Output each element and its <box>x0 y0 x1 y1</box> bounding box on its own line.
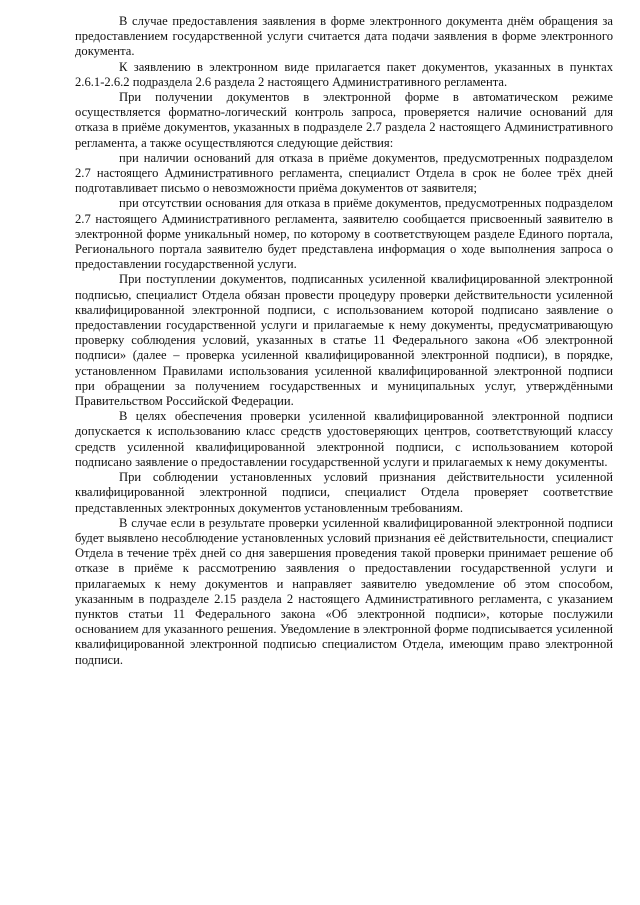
paragraph-refusal-grounds-present: при наличии оснований для отказа в приёме документов, предусмотренных подразделом 2.7 настоящего Административного регламента, специалист Отдела в срок не более трёх дней подготавливает письмо о невозможности приёма документов от заявителя; <box>75 150 613 196</box>
paragraph-conditions-met: При соблюдении установленных условий признания действительности усиленной квалифицированной электронной подписи, специалист Отдела проверяет соответствие представленных электронных документов установленным требованиям. <box>75 470 613 515</box>
paragraph-signature-verification: При поступлении документов, подписанных усиленной квалифицированной электронной подписью, специалист Отдела обязан провести процедуру проверки действительности усиленной квалифицированной электронной подписи, с использованием которой подписано заявление о предоставлении государственной услуги и прилагаемые к нему документы, предусматривающую проверку соблюдения условий, указанных в статье 11 Федерального закона «Об электронной подписи» (далее – проверка усиленной квалифицированной электронной подписи), в порядке, установленном Правилами использования усиленной квалифицированной электронной подписи при обращении за получением государственных и муниципальных услуг, утверждёнными Правительством Российской Федерации. <box>75 272 613 409</box>
paragraph-format-logical-control: При получении документов в электронной форме в автоматическом режиме осуществляется форматно-логический контроль запроса, проверяется наличие оснований для отказа в приёме документов, указанных в подразделе 2.7 раздела 2 настоящего Административного регламента, а также осуществляются следующие действия: <box>75 90 613 150</box>
paragraph-conditions-not-met: В случае если в результате проверки усиленной квалифицированной электронной подписи будет выявлено несоблюдение установленных условий признания её действительности, специалист Отдела в течение трёх дней со дня завершения проведения такой проверки принимает решение об отказе в приёме к рассмотрению заявления о предоставлении государственной услуги и прилагаемых к нему документов и направляет заявителю уведомление об этом способом, указанным в подразделе 2.15 раздела 2 настоящего Административного регламента, с указанием пунктов статьи 11 Федерального закона «Об электронной подписи», которые послужили основанием для указанного решения. Уведомление в электронной форме подписывается усиленной квалифицированной электронной подписью специалистом Отдела, имеющим право электронной подписи. <box>75 515 613 667</box>
paragraph-verification-tools: В целях обеспечения проверки усиленной квалифицированной электронной подписи допускается к использованию класс средств удостоверяющих центров, соответствующий классу средств усиленной квалифицированной электронной подписи, с использованием которой подписано заявление о предоставлении государственной услуги и прилагаемых к нему документы. <box>75 409 613 469</box>
paragraph-electronic-application-date: В случае предоставления заявления в форме электронного документа днём обращения за предоставлением государственной услуги считается дата подачи заявления в форме электронного документа. <box>75 14 613 59</box>
paragraph-refusal-grounds-absent: при отсутствии основания для отказа в приёме документов, предусмотренных подразделом 2.7 настоящего Административного регламента, заявителю сообщается присвоенный заявителю в электронной форме уникальный номер, по которому в соответствующем разделе Единого портала, Регионального портала заявителю будет представлена информация о ходе выполнения запроса о предоставлении государственной услуги. <box>75 196 613 272</box>
paragraph-documents-package: К заявлению в электронном виде прилагается пакет документов, указанных в пунктах 2.6.1-2.6.2 подраздела 2.6 раздела 2 настоящего Административного регламента. <box>75 59 613 89</box>
